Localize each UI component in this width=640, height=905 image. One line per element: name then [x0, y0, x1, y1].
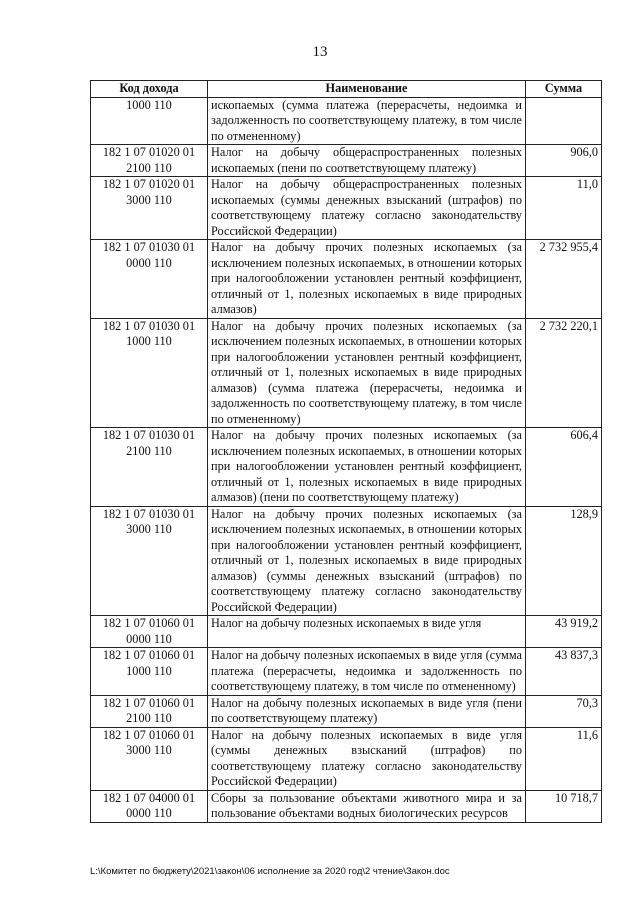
- table-row: [91, 695, 602, 727]
- table-header-row: [91, 81, 602, 98]
- table-row: [91, 97, 602, 145]
- document-file-path: L:\Комитет по бюджету\2021\закон\06 исполнение за 2020 год\2 чтение\Закон.doc: [90, 866, 450, 877]
- income-code: 182 1 07 01030 01 2100 110: [91, 428, 208, 507]
- income-code: 182 1 07 01020 01 2100 110: [91, 145, 208, 177]
- income-sum: 43 919,2: [526, 616, 602, 648]
- income-code: 182 1 07 01030 01 3000 110: [91, 506, 208, 616]
- income-sum: 11,6: [526, 727, 602, 790]
- income-name: Налог на добычу общераспространенных полезных ископаемых (суммы денежных взысканий (штрафов) по соответствующему платежу согласно законодательству Российской Федерации): [208, 177, 526, 240]
- income-name: Налог на добычу полезных ископаемых в виде угля (пени по соответствующему платежу): [208, 695, 526, 727]
- income-sum: 10 718,7: [526, 790, 602, 822]
- page-number: 13: [312, 44, 328, 60]
- income-name: ископаемых (сумма платежа (перерасчеты, недоимка и задолженность по соответствующему платежу, в том числе по отмененному): [208, 97, 526, 145]
- column-header-sum: Сумма: [526, 81, 602, 98]
- table-row: [91, 318, 602, 428]
- column-header-name: Наименование: [208, 81, 526, 98]
- income-sum: 43 837,3: [526, 648, 602, 696]
- income-name: Налог на добычу полезных ископаемых в виде угля: [208, 616, 526, 648]
- income-sum: 128,9: [526, 506, 602, 616]
- income-name: Налог на добычу полезных ископаемых в виде угля (сумма платежа (перерасчеты, недоимка и задолженность по соответствующему платежу, в том числе по отмененному): [208, 648, 526, 696]
- income-code: 182 1 07 01060 01 0000 110: [91, 616, 208, 648]
- table-row: [91, 177, 602, 240]
- income-sum: [526, 97, 602, 145]
- income-name: Налог на добычу общераспространенных полезных ископаемых (пени по соответствующему платежу): [208, 145, 526, 177]
- table-row: [91, 428, 602, 507]
- income-code: 182 1 07 01060 01 3000 110: [91, 727, 208, 790]
- income-name: Налог на добычу полезных ископаемых в виде угля (суммы денежных взысканий (штрафов) по соответствующему платежу согласно законодательству Российской Федерации): [208, 727, 526, 790]
- table-row: [91, 727, 602, 790]
- column-header-code: Код дохода: [91, 81, 208, 98]
- table-row: [91, 616, 602, 648]
- table-row: [91, 790, 602, 822]
- income-code: 182 1 07 01060 01 2100 110: [91, 695, 208, 727]
- income-code: 182 1 07 01030 01 0000 110: [91, 240, 208, 319]
- income-code: 1000 110: [91, 97, 208, 145]
- income-sum: 2 732 220,1: [526, 318, 602, 428]
- income-code: 182 1 07 01020 01 3000 110: [91, 177, 208, 240]
- income-name: Налог на добычу прочих полезных ископаемых (за исключением полезных ископаемых, в отношении которых при налогообложении установлен рентный коэффициент, отличный от 1, полезных ископаемых в виде природных алмазов) (пени по соответствующему платежу): [208, 428, 526, 507]
- income-code: 182 1 07 01060 01 1000 110: [91, 648, 208, 696]
- income-name: Налог на добычу прочих полезных ископаемых (за исключением полезных ископаемых, в отношении которых при налогообложении установлен рентный коэффициент, отличный от 1, полезных ископаемых в виде природных алмазов) (суммы денежных взысканий (штрафов) по соответствующему платежу согласно законодательству Российской Федерации): [208, 506, 526, 616]
- income-code: 182 1 07 04000 01 0000 110: [91, 790, 208, 822]
- income-sum: 2 732 955,4: [526, 240, 602, 319]
- income-sum: 606,4: [526, 428, 602, 507]
- income-sum: 70,3: [526, 695, 602, 727]
- income-name: Налог на добычу прочих полезных ископаемых (за исключением полезных ископаемых, в отношении которых при налогообложении установлен рентный коэффициент, отличный от 1, полезных ископаемых в виде природных алмазов) (сумма платежа (перерасчеты, недоимка и задолженность по соответствующему платежу, в том числе по отмененному): [208, 318, 526, 428]
- income-name: Сборы за пользование объектами животного мира и за пользование объектами водных биологических ресурсов: [208, 790, 526, 822]
- income-code: 182 1 07 01030 01 1000 110: [91, 318, 208, 428]
- table-row: [91, 240, 602, 319]
- income-name: Налог на добычу прочих полезных ископаемых (за исключением полезных ископаемых, в отношении которых при налогообложении установлен рентный коэффициент, отличный от 1, полезных ископаемых в виде природных алмазов): [208, 240, 526, 319]
- income-sum: 11,0: [526, 177, 602, 240]
- table-row: [91, 648, 602, 696]
- income-sum: 906,0: [526, 145, 602, 177]
- revenue-table: [90, 80, 602, 823]
- table-row: [91, 145, 602, 177]
- table-row: [91, 506, 602, 616]
